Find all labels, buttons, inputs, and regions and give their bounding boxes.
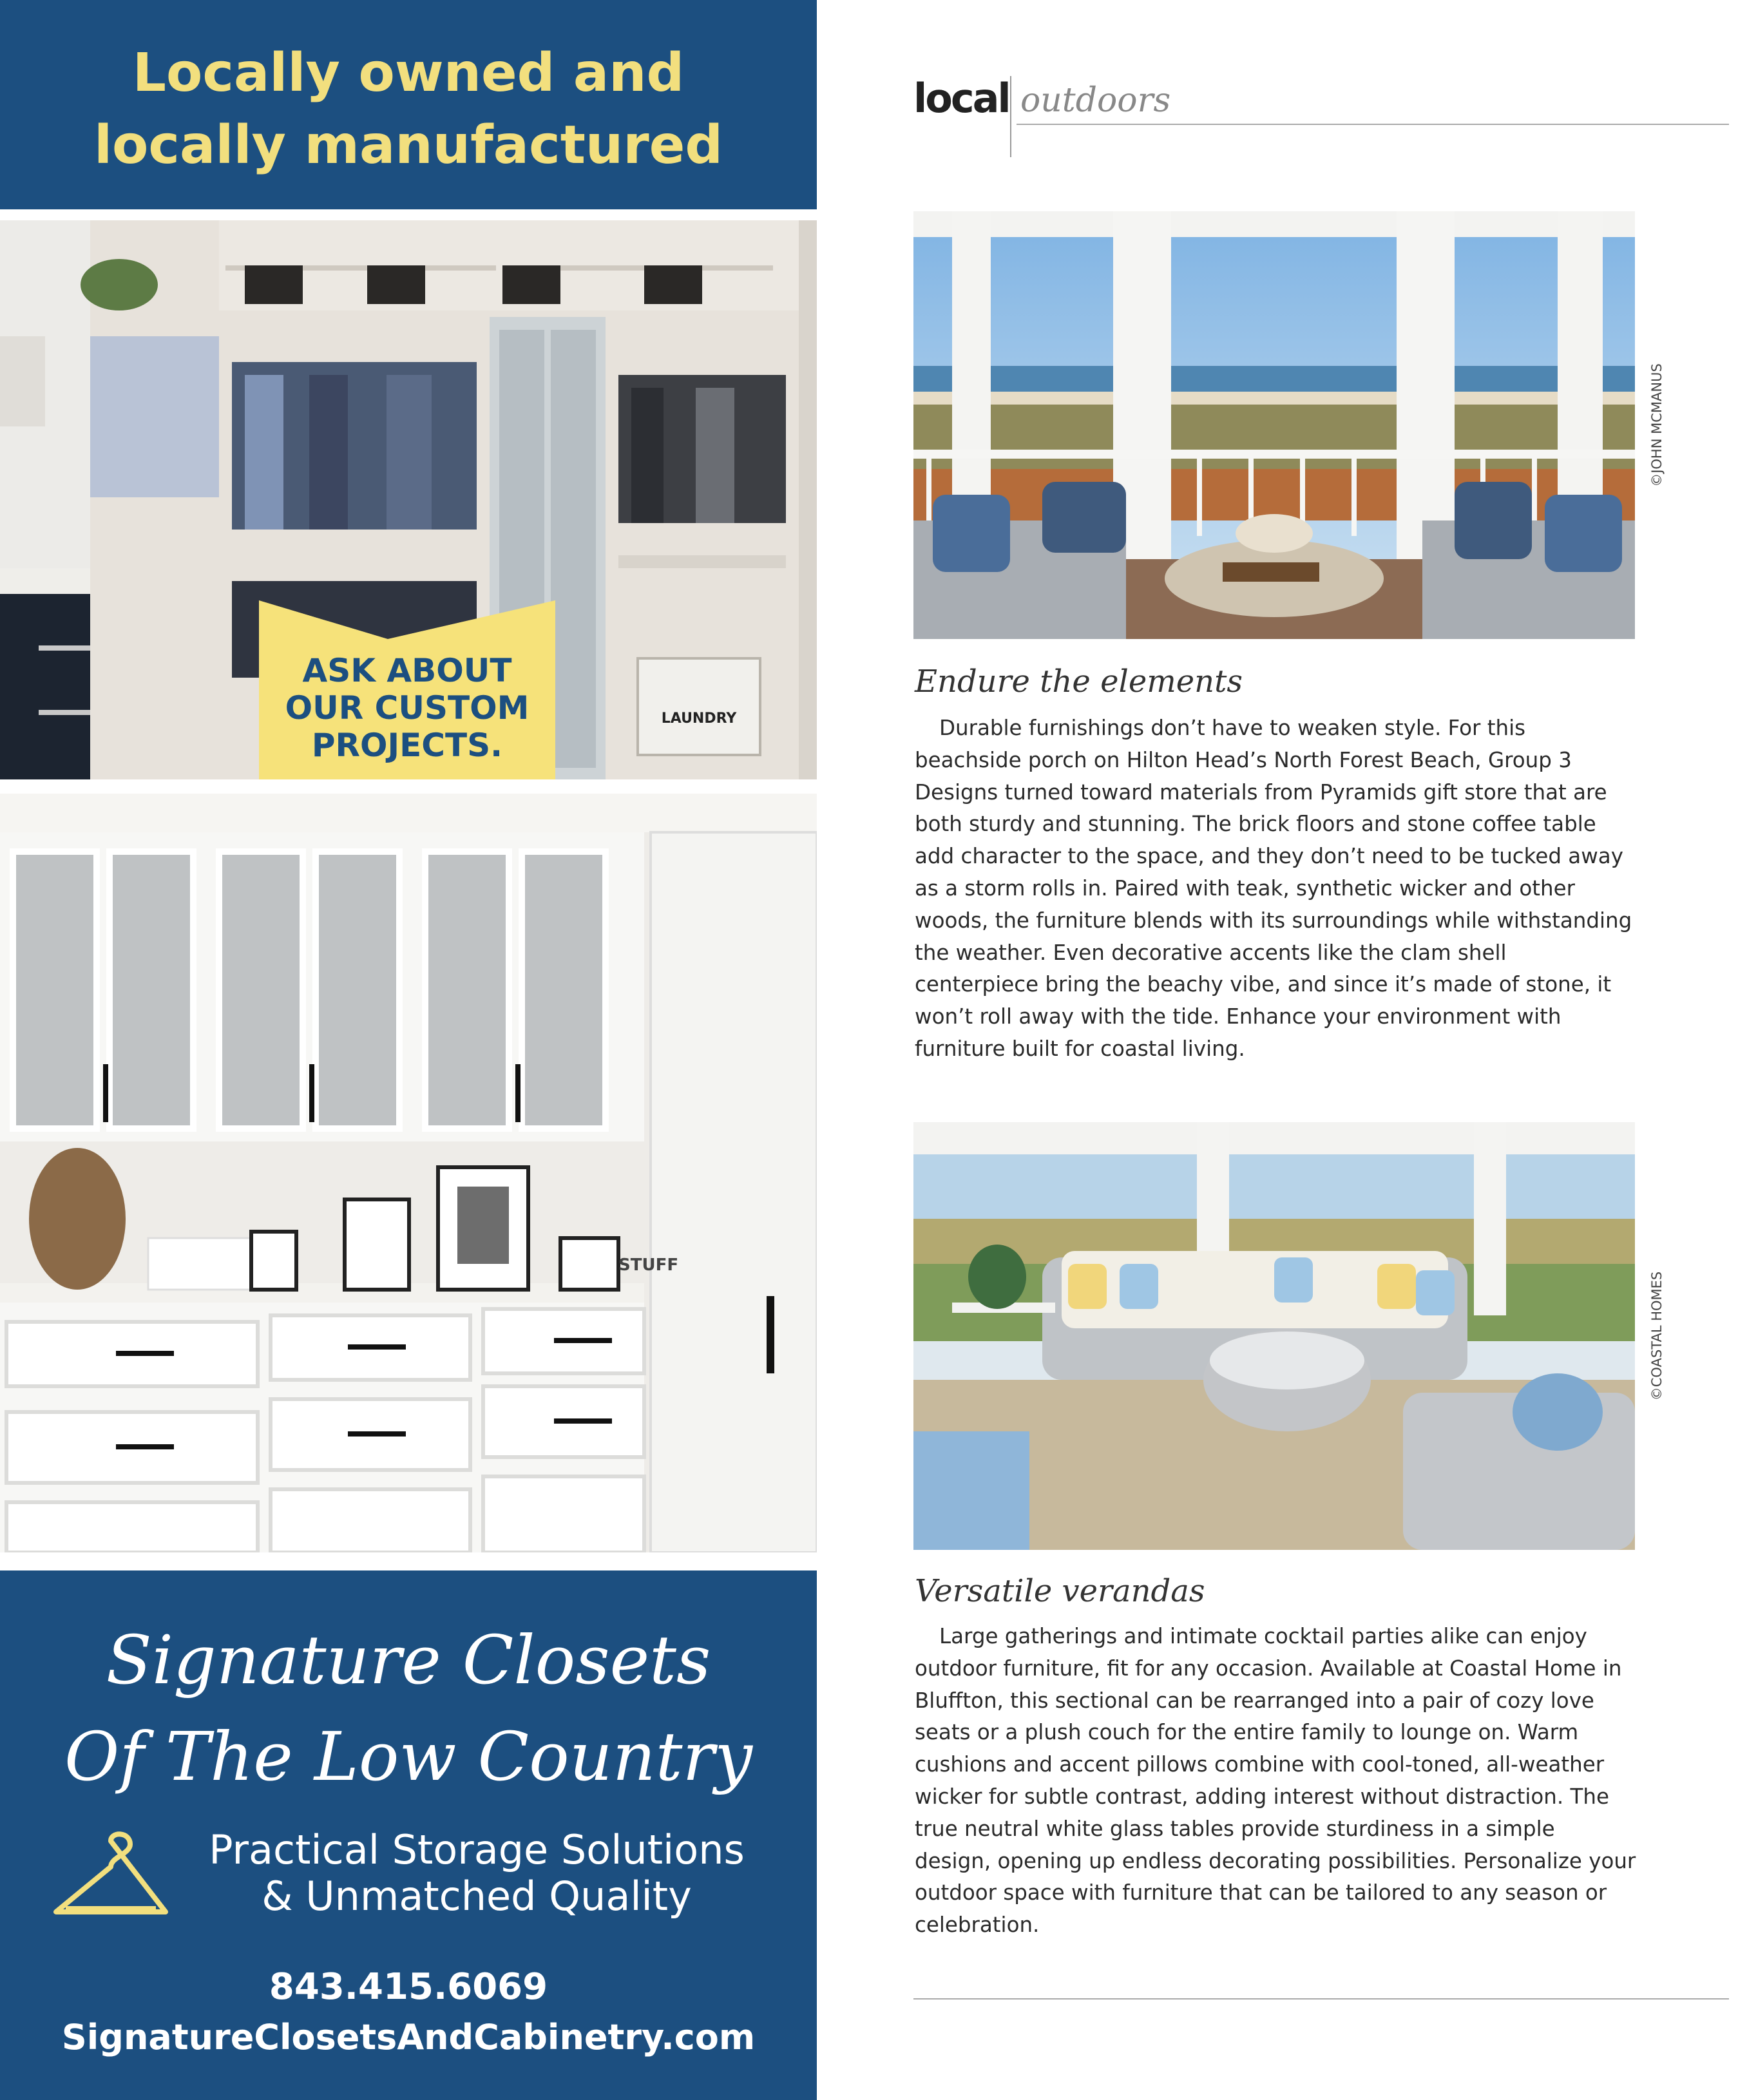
ad-tagline (155, 1827, 799, 1920)
article-title-1: Endure the elements (915, 663, 1243, 700)
ad-headline-line2: locally manufactured (93, 115, 723, 176)
veranda-photo (913, 1122, 1635, 1550)
custom-projects-callout (259, 600, 555, 779)
section-label-outdoors: outdoors (1020, 81, 1171, 120)
ad-website-link[interactable]: SignatureClosetsAndCabinetry.com (61, 2017, 756, 2057)
ad-footer-banner (0, 1570, 817, 2100)
ad-phone-number[interactable]: 843.415.6069 (269, 1966, 548, 2008)
photo-credit-2 (1641, 1122, 1667, 1550)
callout-line3: PROJECTS. (311, 727, 503, 764)
advertisement (0, 0, 817, 2100)
article-body-2: Large gatherings and intimate cocktail parties alike can enjoy outdoor furniture, fit for any occasion. Available at Coastal Home in Bluffton, this sectional can be rearranged into a pair of cozy love seats or a plush couch for the entire family to lounge on. Warm cushions and accent pillows combine with cool-toned, all-weather wicker for subtle contrast, adding interest without distraction. The true neutral white glass tables provide sturdiness in a simple design, opening up endless decorating possibilities. Personalize your outdoor space with furniture that can be tailored to any season or celebration. (915, 1624, 1636, 1938)
laundry-basket-label: LAUNDRY (661, 711, 737, 727)
photo-credit-2-text: ©COASTAL HOMES (1649, 1271, 1665, 1401)
cabinet-photo (0, 794, 817, 1552)
ad-tagline-line2: & Unmatched Quality (262, 1873, 692, 1920)
article-title-2: Versatile verandas (915, 1573, 1205, 1609)
callout-line1: ASK ABOUT (302, 652, 512, 689)
section-label-local: local (913, 75, 1009, 122)
photo-credit-1-text: ©JOHN MCMANUS (1649, 363, 1665, 487)
stuff-box-label: STUFF (618, 1255, 679, 1275)
ad-tagline-line1: Practical Storage Solutions (209, 1826, 745, 1873)
bottom-rule (913, 1998, 1729, 2000)
section-header-divider (1010, 76, 1011, 157)
callout-text (259, 652, 555, 764)
ad-headline (0, 37, 817, 182)
beach-porch-photo (913, 211, 1635, 639)
photo-credit-1 (1641, 211, 1667, 639)
ad-header-banner (0, 0, 817, 209)
ad-headline-line1: Locally owned and (132, 43, 685, 104)
ad-brand-line1: Signature Closets (106, 1621, 711, 1699)
ad-brand-name (0, 1612, 817, 1805)
ad-brand-line2: Of The Low Country (64, 1717, 752, 1796)
callout-line2: OUR CUSTOM (285, 689, 530, 727)
article-body-1: Durable furnishings don’t have to weaken style. For this beachside porch on Hilton Head’s North Forest Beach, Group 3 Designs turned toward materials from Pyramids gift store that are both sturdy and stunning. The brick floors and stone coffee table add character to the space, and they don’t need to be tucked away as a storm rolls in. Paired with teak, synthetic wicker and other woods, the furniture blends with its surroundings while withstanding the weather. Even decorative accents like the clam shell centerpiece bring the beachy vibe, and since it’s made of stone, it won’t roll away with the tide. Enhance your environment with furniture built for coastal living. (915, 716, 1632, 1061)
section-header-rule (1017, 124, 1729, 125)
